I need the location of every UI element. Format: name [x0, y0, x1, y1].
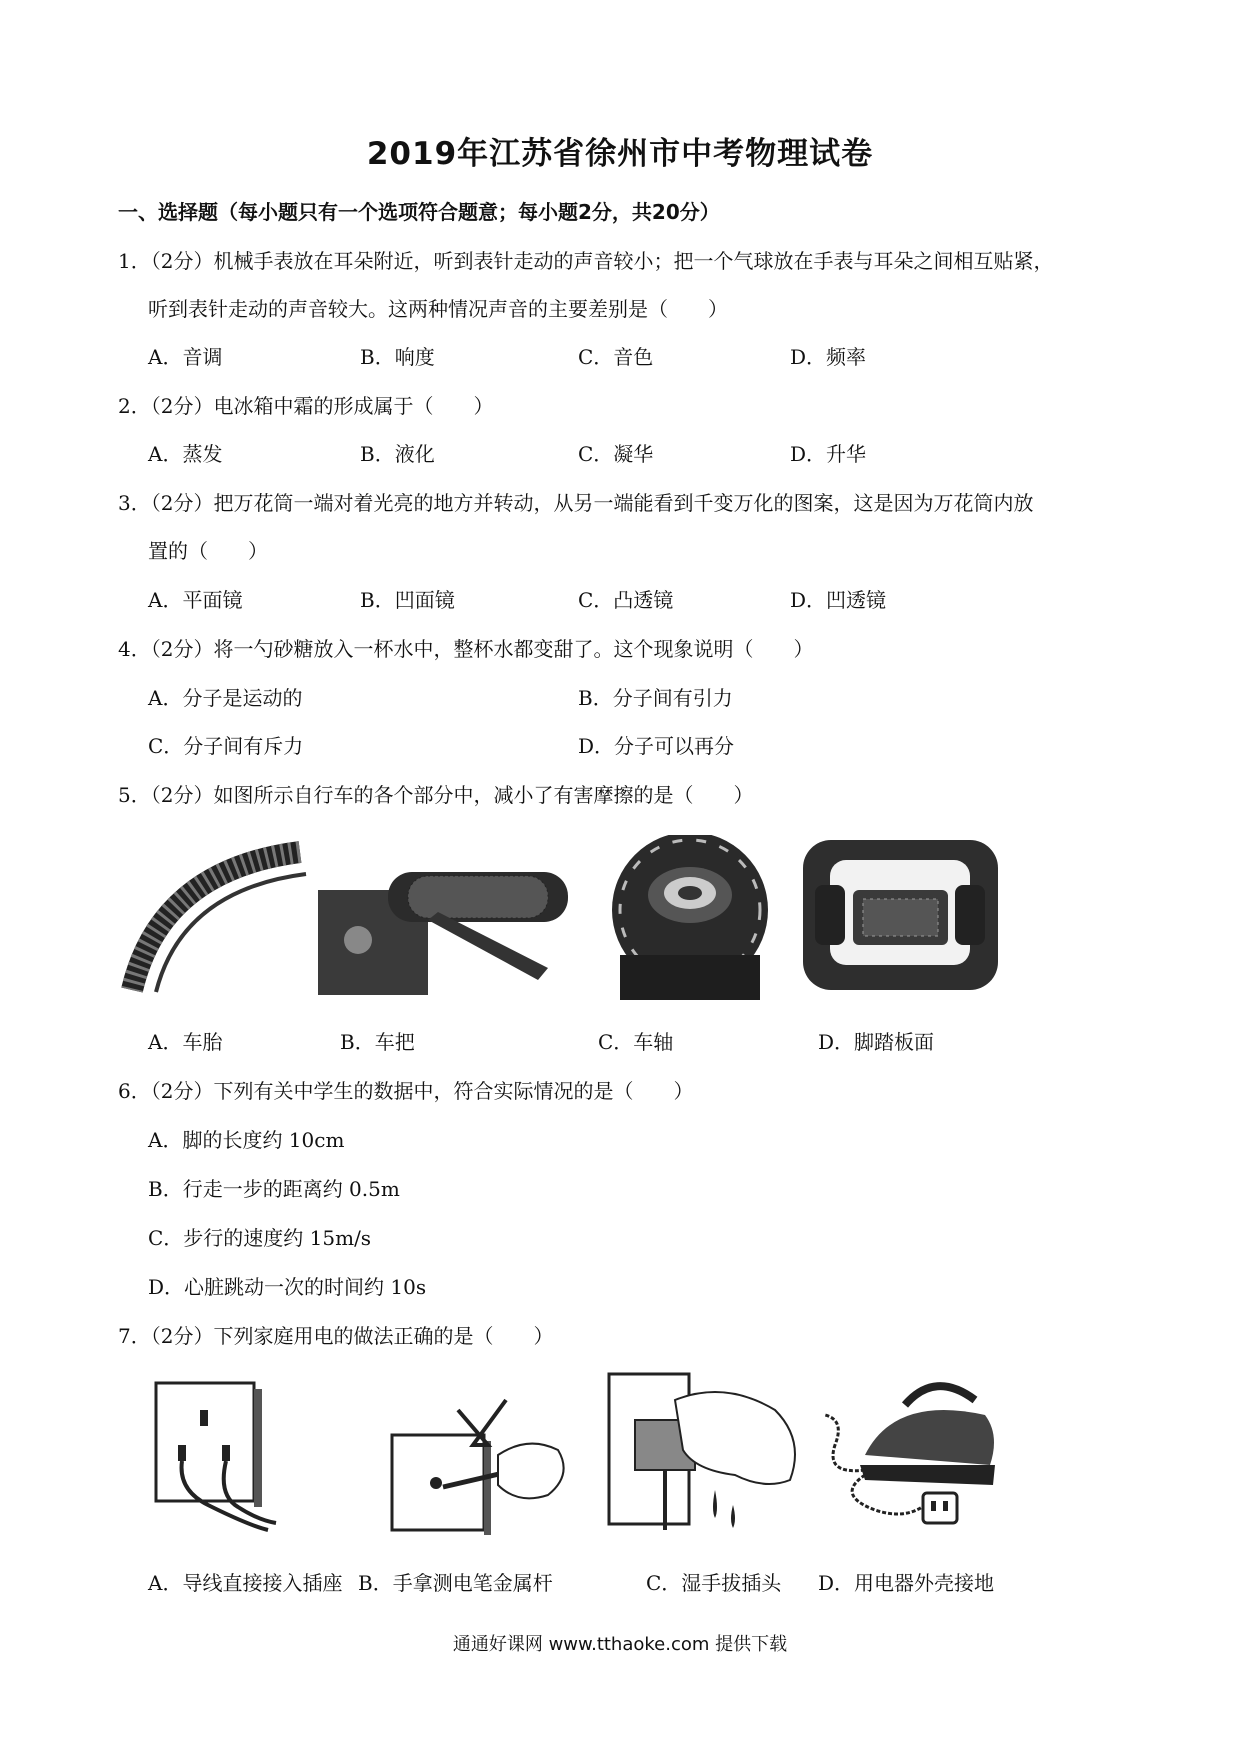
- q3-option-a: A．平面镜: [148, 588, 243, 612]
- q6-option-b: B．行走一步的距离约 0.5m: [148, 1177, 400, 1201]
- test-pen-image: [388, 1395, 578, 1535]
- q1-option-b: B．响度: [360, 345, 435, 369]
- q7-option-d: D．用电器外壳接地: [818, 1571, 995, 1595]
- q2-option-d: D．升华: [790, 442, 867, 466]
- q6-line-1: 6．（2分）下列有关中学生的数据中，符合实际情况的是（ ）: [118, 1079, 694, 1103]
- pedal-image: [795, 835, 1005, 995]
- q3-line-1: 3．（2分）把万花筒一端对着光亮的地方并转动，从另一端能看到千变万化的图案，这是因为万花筒内放: [118, 491, 1034, 515]
- handlebar-image: [318, 850, 583, 995]
- q7-option-b: B．手拿测电笔金属杆: [358, 1571, 553, 1595]
- q1-option-d: D．频率: [790, 345, 867, 369]
- q4-option-b: B．分子间有引力: [578, 686, 733, 710]
- axle-image: [590, 835, 790, 1000]
- q4-option-d: D．分子可以再分: [578, 734, 735, 758]
- q1-line-1: 1．（2分）机械手表放在耳朵附近，听到表针走动的声音较小；把一个气球放在手表与耳朵之间相互贴紧，: [118, 249, 1054, 273]
- q4-option-c: C．分子间有斥力: [148, 734, 304, 758]
- q3-line-2: 置的（ ）: [148, 539, 268, 563]
- q5-option-a: A．车胎: [148, 1030, 223, 1054]
- q5-option-d: D．脚踏板面: [818, 1030, 935, 1054]
- q6-option-d: D．心脏跳动一次的时间约 10s: [148, 1275, 427, 1299]
- page-footer: 通通好课网 www.tthaoke.com 提供下载: [452, 1634, 788, 1655]
- iron-grounded-image: [815, 1375, 1005, 1530]
- q5-option-b: B．车把: [340, 1030, 415, 1054]
- q6-option-c: C．步行的速度约 15m/s: [148, 1226, 372, 1250]
- q1-line-2: 听到表针走动的声音较大。这两种情况声音的主要差别是（ ）: [148, 297, 728, 321]
- q6-option-a: A．脚的长度约 10cm: [148, 1128, 345, 1152]
- wet-hand-plug-image: [605, 1370, 805, 1535]
- q2-line-1: 2．（2分）电冰箱中霜的形成属于（ ）: [118, 394, 494, 418]
- page-title: 2019年江苏省徐州市中考物理试卷: [366, 136, 874, 172]
- q4-option-a: A．分子是运动的: [148, 686, 303, 710]
- q7-line-1: 7．（2分）下列家庭用电的做法正确的是（ ）: [118, 1324, 554, 1348]
- q1-option-c: C．音色: [578, 345, 654, 369]
- q1-option-a: A．音调: [148, 345, 223, 369]
- q2-option-b: B．液化: [360, 442, 435, 466]
- tire-image: [120, 840, 310, 995]
- q4-line-1: 4．（2分）将一勺砂糖放入一杯水中，整杯水都变甜了。这个现象说明（ ）: [118, 637, 814, 661]
- q5-line-1: 5．（2分）如图所示自行车的各个部分中，减小了有害摩擦的是（ ）: [118, 783, 754, 807]
- q5-option-c: C．车轴: [598, 1030, 674, 1054]
- section-heading: 一、选择题（每小题只有一个选项符合题意；每小题2分，共20分）: [118, 200, 720, 224]
- q7-option-a: A．导线直接接入插座: [148, 1571, 343, 1595]
- socket-wires-image: [148, 1375, 308, 1535]
- q3-option-b: B．凹面镜: [360, 588, 455, 612]
- q3-option-c: C．凸透镜: [578, 588, 674, 612]
- q7-option-c: C．湿手拔插头: [646, 1571, 782, 1595]
- q3-option-d: D．凹透镜: [790, 588, 887, 612]
- q2-option-c: C．凝华: [578, 442, 654, 466]
- q2-option-a: A．蒸发: [148, 442, 223, 466]
